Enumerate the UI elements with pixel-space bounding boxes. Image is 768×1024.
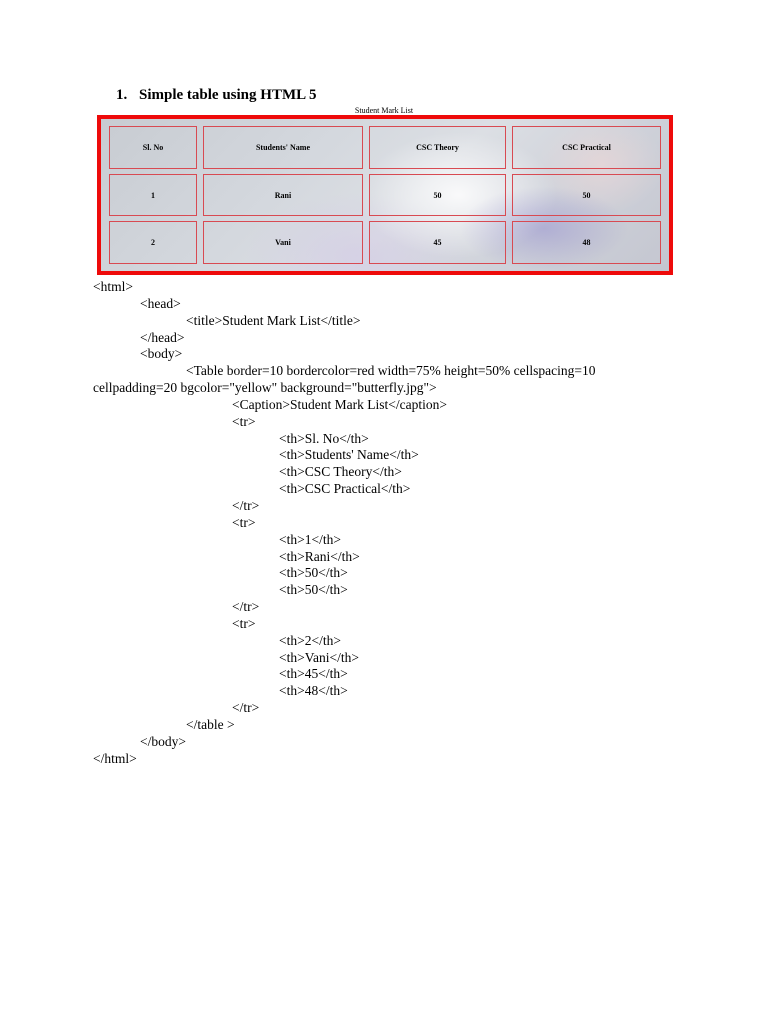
code-line: <th>2</th> (279, 632, 341, 648)
code-line: </html> (93, 750, 137, 766)
code-line: <html> (93, 279, 133, 294)
table-cell: 50 (512, 174, 661, 216)
code-line: <th>CSC Theory</th> (279, 464, 402, 480)
code-line: <th>48</th> (279, 683, 348, 699)
code-line: <th>50</th> (279, 565, 348, 581)
code-line: <th>Students' Name</th> (279, 447, 419, 463)
table-header-cell: Sl. No (109, 126, 197, 169)
code-line: </tr> (232, 599, 260, 615)
code-line: <th>1</th> (279, 531, 341, 547)
table-header-cell: Students' Name (203, 126, 363, 169)
table-cell: 1 (109, 174, 197, 216)
section-heading (116, 87, 317, 104)
code-line: <th>50</th> (279, 582, 348, 598)
code-line: <tr> (232, 514, 256, 530)
section-title: Simple table using HTML 5 (139, 87, 317, 103)
code-line: <th>Rani</th> (279, 548, 360, 564)
code-line: <th>CSC Practical</th> (279, 481, 411, 497)
table-header-cell: CSC Practical (512, 126, 661, 169)
code-line: <Table border=10 bordercolor=red width=75% height=50% cellspacing=10 (186, 363, 596, 379)
code-line: <tr> (232, 615, 256, 631)
table-caption: Student Mark List (354, 106, 414, 115)
section-number: 1. (116, 87, 128, 103)
code-line: </tr> (232, 497, 260, 513)
code-line: <th>Sl. No</th> (279, 430, 369, 446)
code-line: <Caption>Student Mark List</caption> (232, 396, 447, 412)
code-line: cellpadding=20 bgcolor="yellow" background="butterfly.jpg"> (93, 380, 437, 396)
code-line: </tr> (232, 700, 260, 716)
table-header-cell: CSC Theory (369, 126, 506, 169)
table-cell: 50 (369, 174, 506, 216)
table-cell: 2 (109, 221, 197, 264)
code-line: </body> (140, 733, 186, 749)
code-line: <th>Vani</th> (279, 649, 359, 665)
code-line: </table > (186, 716, 235, 732)
code-line: <tr> (232, 413, 256, 429)
code-line: </head> (140, 329, 185, 345)
table-cell: 48 (512, 221, 661, 264)
student-mark-table (97, 115, 673, 275)
code-listing (93, 279, 596, 767)
table-cell: 45 (369, 221, 506, 264)
code-line: <head> (140, 295, 181, 311)
code-line: <body> (140, 346, 183, 362)
table-cell: Rani (203, 174, 363, 216)
table-cell: Vani (203, 221, 363, 264)
code-line: <th>45</th> (279, 666, 348, 682)
code-line: <title>Student Mark List</title> (186, 312, 361, 328)
